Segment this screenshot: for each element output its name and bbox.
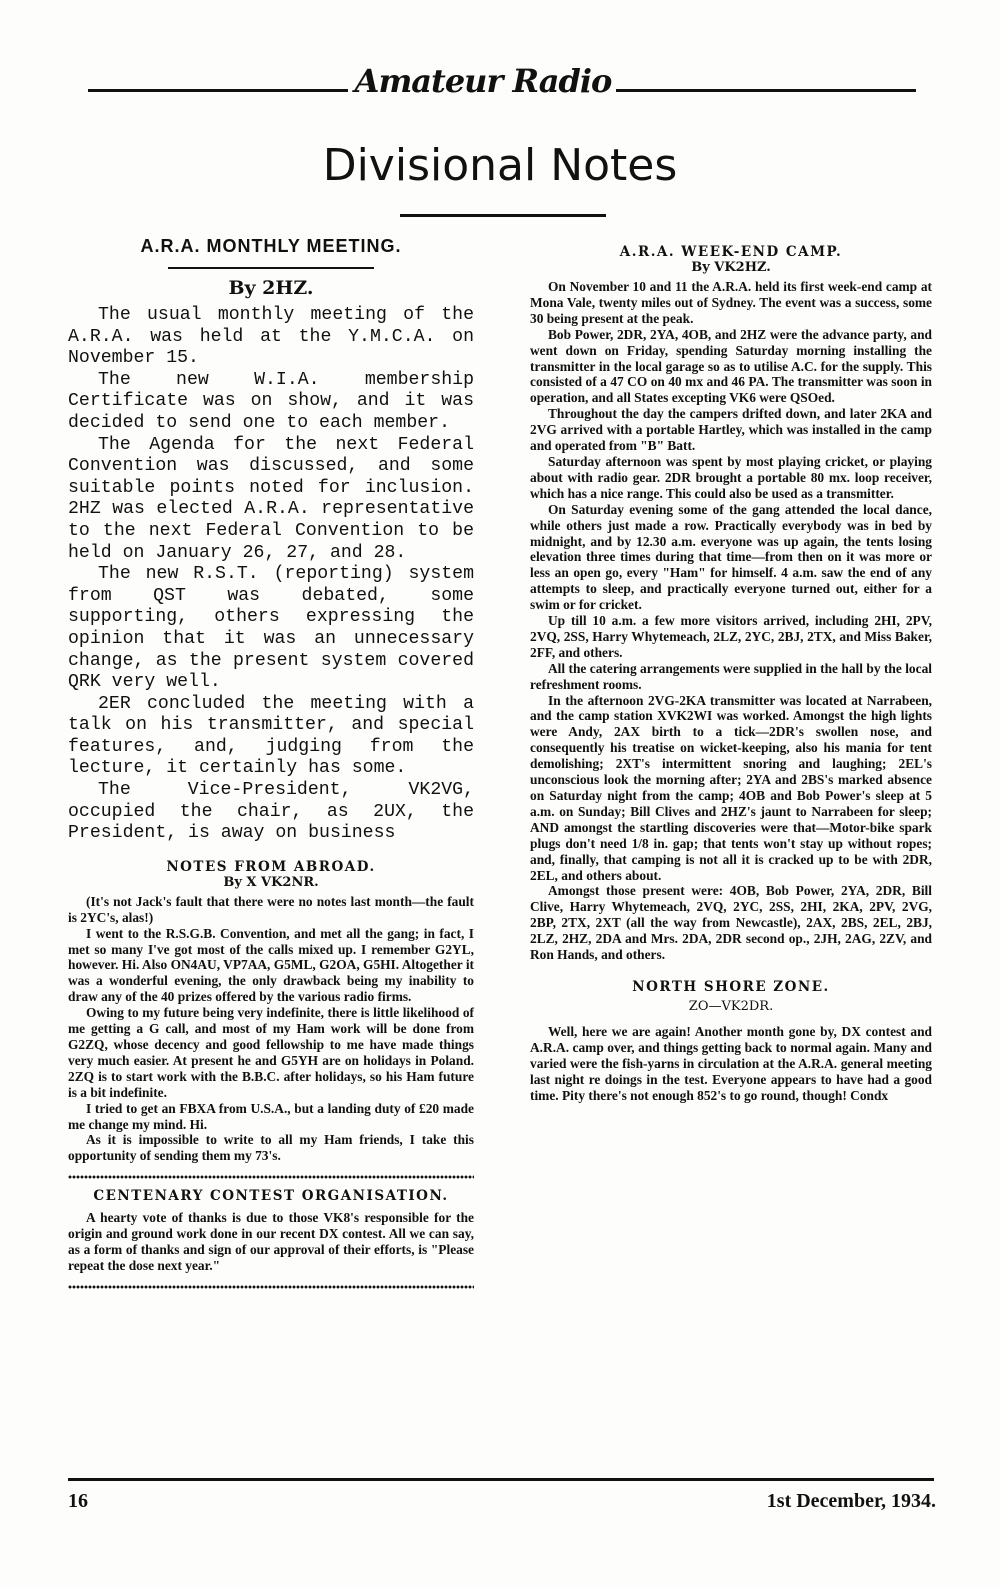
byline: By 2HZ. (228, 277, 314, 299)
page-title: Divisional Notes (322, 140, 678, 191)
section-notes-from-abroad (68, 859, 474, 1164)
section-centenary-contest (68, 1188, 474, 1274)
paragraph: In the afternoon 2VG-2KA transmitter was located at Narrabeen, and the camp station XVK2WI was worked. Amongst the high lights were Andy, 2AX birth to a tick—2DR's swollen nose, and consequently his treatise on wicket-keeping, also his mania for tent demolishing; 2XT's intermittent snoring and laughing; 2EL's unconscious look the morning after; 2YA and 2BS's marked absence on Saturday night from the camp; 4OB and Bob Power's sleep at 5 a.m. on Sunday; Bill Clives and 2HZ's jaunt to Narrabeen for sleep; AND amongst the startling discoveries were that—Motor-bike spark plugs don't need 1/8 in. gap; that tents won't stay up without ropes; and, finally, that camping is not all it is cracked up to be with 2DR, 2EL, and others about. (530, 692, 932, 883)
masthead-logo: Amateur Radio (354, 62, 612, 100)
paragraph: Amongst those present were: 4OB, Bob Power, 2YA, 2DR, Bill Clive, Harry Whytemeach, 2VQ, 2YC, 2SS, 2HI, 2KA, 2PV, 2VG, 2BP, 2TX, 2XT (all the way from Newcastle), 2AX, 2BS, 2EL, 2BJ, 2LZ, 2HZ, 2DA and Mrs. 2DA, 2DR second op., 2JH, 2AG, 2ZV, and Ron Hands, and others. (530, 883, 932, 963)
paragraph: On November 10 and 11 the A.R.A. held its first week-end camp at Mona Vale, twenty miles out of Sydney. The event was a success, some 30 being present at the peak. (530, 279, 932, 326)
paragraph: (It's not Jack's fault that there were no notes last month—the fault is 2YC's, alas!) (68, 893, 474, 925)
paragraph: The Agenda for the next Federal Convention was discussed, and some suitable points noted for inclusion. 2HZ was elected A.R.A. representative to the next Federal Convention to be held on January 26, 27, and 28. (68, 434, 474, 563)
footer-rule (68, 1478, 934, 1481)
paragraph: The new W.I.A. membership Certificate was on show, and it was decided to send one to each member. (68, 369, 474, 433)
paragraph: Up till 10 a.m. a few more visitors arrived, including 2HI, 2PV, 2VQ, 2SS, Harry Whytemeach, 2LZ, 2YC, 2BJ, 2TX, and Miss Baker, 2FF, and others. (530, 613, 932, 660)
left-column (68, 236, 474, 1298)
paragraph: Bob Power, 2DR, 2YA, 4OB, and 2HZ were the advance party, and went down on Friday, spending Saturday morning installing the transmitter in the local garage so as to utilise A.C. for the supply. This consisted of a 47 CO on 40 mx and 46 PA. The transmitter was soon in operation, and all States excepting VK6 were QSOed. (530, 326, 932, 406)
masthead-rule-right (616, 89, 916, 92)
section-heading: A.R.A. WEEK-END CAMP. (619, 244, 843, 260)
issue-date: 1st December, 1934. (766, 1490, 936, 1512)
paragraph: All the catering arrangements were supplied in the hall by the local refreshment rooms. (530, 660, 932, 692)
section-north-shore-zone (530, 979, 932, 1104)
paragraph: Saturday afternoon was spent by most playing cricket, or playing about with radio gear. 2DR brought a portable 80 mx. loop receiver, which has a nice range. This could also be used as a transmitter. (530, 453, 932, 501)
paragraph: I went to the R.S.G.B. Convention, and met all the gang; in fact, I met so many I've got most of the calls mixed up. I remember G2YL, however. Hi. Also ON4AU, VP7AA, G5ML, G2OA, G5HI. Altogether it was a wonderful evening, the only drawback being my inability to draw any of the 40 prizes offered by the various radio firms. (68, 925, 474, 1005)
paragraph: 2ER concluded the meeting with a talk on his transmitter, and special features, and, judging from the lecture, it certainly has some. (68, 693, 474, 779)
paragraph: Throughout the day the campers drifted down, and later 2KA and 2VG arrived with a portable Hartley, which was installed in the camp and operated from "B" Batt. (530, 406, 932, 454)
right-column (530, 244, 932, 1104)
paragraph: On Saturday evening some of the gang attended the local dance, while others just made a row. Practically everybody was in bed by midnight, and by 12.30 a.m. everyone was up again, the tents losing elevation three times during that time—from then on it was more or less an open go, every "Ham" for himself. 4 a.m. saw the end of any attempts to sleep, and practically everyone turned out, either for a swim or for cricket. (530, 501, 932, 613)
section-heading: NORTH SHORE ZONE. (632, 978, 830, 995)
section-heading: A.R.A. MONTHLY MEETING. (140, 236, 402, 256)
paragraph: The usual monthly meeting of the A.R.A. was held at the Y.M.C.A. on November 15. (68, 305, 474, 369)
byline: ZO—VK2DR. (688, 998, 774, 1014)
paragraph: Well, here we are again! Another month gone by, DX contest and A.R.A. camp over, and things getting back to normal again. Many and varied were the fish-yarns in circulation at the A.R.A. general meeting last night re doings in the test. Everyone appears to have had a good time. Pity there's not enough 852's to go round, though! Condx (530, 1023, 932, 1103)
paragraph: I tried to get an FBXA from U.S.A., but a landing duty of £20 made me change my mind. Hi. (68, 1100, 474, 1132)
section-ara-monthly-meeting (68, 236, 474, 845)
byline: By VK2HZ. (691, 260, 771, 275)
dotted-divider (68, 1284, 474, 1290)
paragraph: Owing to my future being very indefinite, there is little likelihood of me getting a G call, and most of my Ham work will be done from G2ZQ, whose decency and good fellowship to me have made things very much easier. At present he and G5YH are on holidays in Poland. 2ZQ is to start work with the B.B.C. after holidays, so his Ham future is a bit indefinite. (68, 1005, 474, 1100)
paragraph: A hearty vote of thanks is due to those VK8's responsible for the origin and ground work done in our recent DX contest. All we can say, as a form of thanks and sign of our approval of their efforts, is "Please repeat the dose next year." (68, 1210, 474, 1273)
section-heading: CENTENARY CONTEST ORGANISATION. (93, 1188, 449, 1205)
byline: By X VK2NR. (223, 874, 319, 890)
title-rule (400, 214, 606, 217)
masthead (88, 62, 918, 112)
dotted-divider (68, 1174, 474, 1180)
section-heading: NOTES FROM ABROAD. (166, 858, 376, 875)
page-number: 16 (68, 1490, 88, 1512)
paragraph: The new R.S.T. (reporting) system from QST was debated, some supporting, others expressing the opinion that it was an unnecessary change, as the present system covered QRK very well. (68, 564, 474, 693)
paragraph: As it is impossible to write to all my Ham friends, I take this opportunity of sending them my 73's. (68, 1132, 474, 1164)
section-week-end-camp (530, 244, 932, 963)
masthead-rule-left (88, 89, 348, 92)
heading-rule (168, 267, 374, 269)
paragraph: The Vice-President, VK2VG, occupied the chair, as 2UX, the President, is away on business (68, 780, 474, 844)
